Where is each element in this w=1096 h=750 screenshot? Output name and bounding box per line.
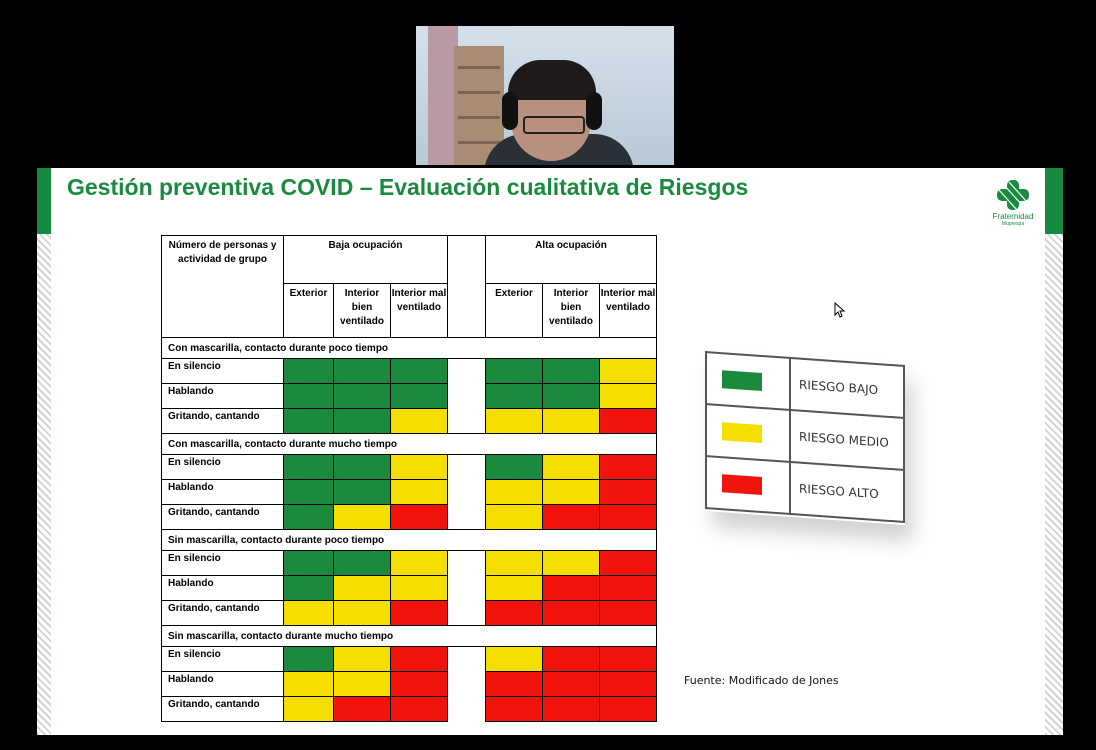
risk-cell-medium <box>334 601 391 626</box>
risk-cell-medium <box>486 647 543 672</box>
row-label: Gritando, cantando <box>162 505 284 530</box>
risk-cell-high <box>600 672 657 697</box>
risk-cell-high <box>543 576 600 601</box>
risk-cell-medium <box>391 409 448 434</box>
risk-cell-medium <box>284 697 334 722</box>
risk-cell-medium <box>486 505 543 530</box>
risk-cell-medium <box>543 455 600 480</box>
table-row <box>162 672 657 697</box>
section-header-row <box>162 338 657 359</box>
legend-swatch-medium <box>722 422 762 443</box>
risk-cell-low <box>334 480 391 505</box>
cross-logo-icon <box>993 178 1033 212</box>
risk-cell-low <box>284 359 334 384</box>
risk-cell-medium <box>600 359 657 384</box>
table-row <box>162 601 657 626</box>
webcam-person-glasses <box>523 116 585 134</box>
risk-cell-low <box>486 455 543 480</box>
risk-cell-high <box>391 647 448 672</box>
table-row <box>162 384 657 409</box>
table-spacer <box>448 551 486 576</box>
risk-cell-medium <box>334 672 391 697</box>
risk-cell-low <box>391 384 448 409</box>
risk-cell-low <box>284 647 334 672</box>
row-label: En silencio <box>162 647 284 672</box>
webcam-video-tile[interactable] <box>416 26 674 165</box>
mouse-cursor-icon <box>834 302 846 318</box>
risk-cell-high <box>600 576 657 601</box>
risk-cell-low <box>284 505 334 530</box>
table-spacer <box>448 384 486 409</box>
risk-cell-low <box>486 359 543 384</box>
risk-cell-high <box>543 697 600 722</box>
section-title: Con mascarilla, contacto durante poco tiempo <box>162 338 657 359</box>
risk-cell-high <box>543 647 600 672</box>
risk-cell-high <box>600 409 657 434</box>
section-header-row <box>162 434 657 455</box>
row-label: Gritando, cantando <box>162 697 284 722</box>
risk-cell-low <box>486 384 543 409</box>
logo-brand-text: Fraternidad <box>992 212 1034 221</box>
row-label: Hablando <box>162 480 284 505</box>
risk-cell-medium <box>543 409 600 434</box>
brand-logo <box>983 178 1043 234</box>
group-header-low: Baja ocupación <box>284 236 448 284</box>
risk-cell-medium <box>486 409 543 434</box>
slide-left-pattern <box>37 168 51 735</box>
slide-title: Gestión preventiva COVID – Evaluación cualitativa de Riesgos <box>67 174 749 200</box>
table-spacer <box>448 672 486 697</box>
table-spacer <box>448 359 486 384</box>
risk-cell-low <box>334 551 391 576</box>
table-spacer <box>448 505 486 530</box>
risk-cell-low <box>284 409 334 434</box>
risk-cell-high <box>600 480 657 505</box>
risk-cell-high <box>543 601 600 626</box>
row-label: Hablando <box>162 576 284 601</box>
table-row <box>162 647 657 672</box>
table-row <box>162 697 657 722</box>
subheader: Interior bien ventilado <box>334 284 391 338</box>
risk-cell-low <box>284 551 334 576</box>
risk-cell-medium <box>334 647 391 672</box>
table-spacer <box>448 480 486 505</box>
risk-cell-medium <box>486 551 543 576</box>
risk-assessment-table <box>161 235 657 722</box>
section-header-row <box>162 530 657 551</box>
risk-cell-medium <box>391 576 448 601</box>
risk-cell-low <box>284 480 334 505</box>
risk-cell-high <box>486 672 543 697</box>
group-header-high: Alta ocupación <box>486 236 657 284</box>
table-spacer <box>448 647 486 672</box>
risk-cell-low <box>284 384 334 409</box>
risk-cell-high <box>600 601 657 626</box>
headphone-right-icon <box>586 92 602 130</box>
risk-cell-high <box>391 672 448 697</box>
risk-cell-low <box>284 455 334 480</box>
risk-cell-medium <box>391 455 448 480</box>
row-label: Gritando, cantando <box>162 601 284 626</box>
subheader: Interior bien ventilado <box>543 284 600 338</box>
shared-slide <box>37 168 1063 735</box>
risk-cell-medium <box>391 551 448 576</box>
risk-cell-high <box>334 697 391 722</box>
subheader: Exterior <box>284 284 334 338</box>
risk-cell-medium <box>284 672 334 697</box>
risk-cell-high <box>486 697 543 722</box>
row-label: En silencio <box>162 551 284 576</box>
table-spacer <box>448 236 486 338</box>
slide-left-accent-bar <box>37 168 51 234</box>
table-row <box>162 576 657 601</box>
section-title: Sin mascarilla, contacto durante mucho tiempo <box>162 626 657 647</box>
risk-legend <box>705 351 905 525</box>
source-note: Fuente: Modificado de Jones <box>684 674 839 687</box>
section-title: Con mascarilla, contacto durante mucho tiempo <box>162 434 657 455</box>
section-header-row <box>162 626 657 647</box>
risk-cell-high <box>391 697 448 722</box>
row-label: En silencio <box>162 455 284 480</box>
table-spacer <box>448 697 486 722</box>
risk-cell-high <box>600 697 657 722</box>
row-label: Hablando <box>162 672 284 697</box>
risk-cell-high <box>543 505 600 530</box>
risk-cell-medium <box>284 601 334 626</box>
table-row <box>162 455 657 480</box>
risk-cell-high <box>486 601 543 626</box>
table-spacer <box>448 601 486 626</box>
table-row <box>162 409 657 434</box>
webcam-person-hair <box>508 60 596 100</box>
risk-cell-high <box>543 672 600 697</box>
risk-cell-high <box>600 455 657 480</box>
risk-cell-medium <box>334 576 391 601</box>
risk-cell-low <box>334 359 391 384</box>
table-spacer <box>448 455 486 480</box>
row-label: En silencio <box>162 359 284 384</box>
risk-cell-low <box>334 384 391 409</box>
table-row <box>162 505 657 530</box>
legend-label: RIESGO ALTO <box>790 462 904 522</box>
corner-header: Número de personas y actividad de grupo <box>162 236 284 338</box>
risk-cell-high <box>600 551 657 576</box>
table-spacer <box>448 409 486 434</box>
section-title: Sin mascarilla, contacto durante poco tiempo <box>162 530 657 551</box>
table-row <box>162 551 657 576</box>
risk-cell-medium <box>334 505 391 530</box>
subheader: Interior mal ventilado <box>391 284 448 338</box>
risk-cell-medium <box>391 480 448 505</box>
row-label: Hablando <box>162 384 284 409</box>
risk-cell-low <box>334 409 391 434</box>
risk-cell-high <box>391 505 448 530</box>
risk-cell-low <box>391 359 448 384</box>
table-row <box>162 359 657 384</box>
table-row <box>162 480 657 505</box>
risk-cell-low <box>543 359 600 384</box>
legend-swatch-high <box>722 474 762 495</box>
risk-cell-high <box>600 647 657 672</box>
logo-sub-text: Muprespa <box>1001 221 1025 227</box>
risk-cell-medium <box>600 384 657 409</box>
subheader: Interior mal ventilado <box>600 284 657 338</box>
risk-cell-high <box>391 601 448 626</box>
subheader: Exterior <box>486 284 543 338</box>
legend-label: RIESGO BAJO <box>790 358 904 418</box>
risk-cell-medium <box>543 551 600 576</box>
slide-right-accent-bar <box>1045 168 1063 234</box>
risk-cell-medium <box>486 576 543 601</box>
row-label: Gritando, cantando <box>162 409 284 434</box>
risk-cell-high <box>600 505 657 530</box>
table-spacer <box>448 576 486 601</box>
headphone-left-icon <box>502 92 518 130</box>
risk-cell-medium <box>543 480 600 505</box>
legend-label: RIESGO MEDIO <box>790 410 904 470</box>
risk-cell-low <box>334 455 391 480</box>
risk-cell-medium <box>486 480 543 505</box>
slide-right-pattern <box>1045 168 1063 735</box>
risk-cell-low <box>543 384 600 409</box>
legend-swatch-low <box>722 370 762 391</box>
risk-cell-low <box>284 576 334 601</box>
